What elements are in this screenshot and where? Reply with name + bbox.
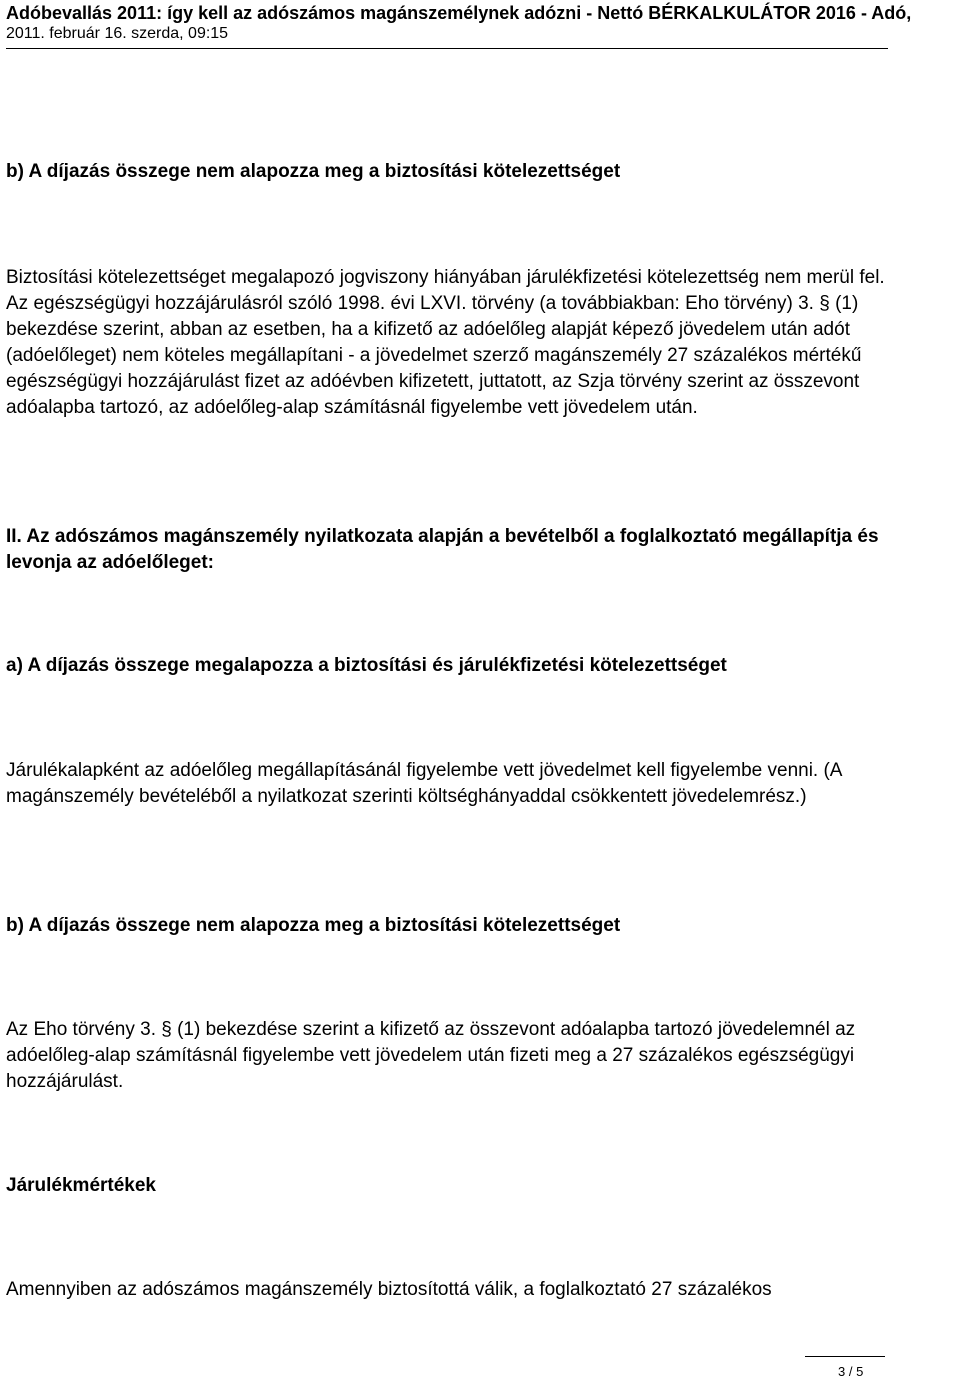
document-date: 2011. február 16. szerda, 09:15 [6, 25, 229, 42]
paragraph-eho-intro: Biztosítási kötelezettséget megalapozó jogviszony hiányában járulékfizetési kötelezettség nem merül fel. Az egészségügyi hozzájárulásról szóló 1998. évi LXVI. törvény (a továbbiakban: Eho törvény) 3. § (1) bekezdése szerint, abban az esetben, ha a kifizető az adóelőleg alapját képező jövedelem után adót (adóelőleget) nem köteles megállapítani - a jövedelmet szerző magánszemély 27 százalékos mértékű egészségügyi hozzájárulást fizet az adóévben kifizetett, juttatott, az Szja törvény szerint az összevont adóalapba tartozó, az adóelőleg-alap számításnál figyelembe vett jövedelem után. [6, 267, 885, 418]
paragraph-eho-kifizeto: Az Eho törvény 3. § (1) bekezdése szerint a kifizető az összevont adóalapba tartozó jövedelemnél az adóelőleg-alap számításnál figyelembe vett jövedelem után fizeti meg a 27 százalékos egészségügyi hozzájárulást. [6, 1019, 856, 1092]
header-divider [6, 48, 888, 49]
paragraph-jarulekalap: Járulékalapként az adóelőleg megállapításánál figyelembe vett jövedelmet kell figyelembe venni. (A magánszemély bevételéből a nyilatkozat szerinti költséghányaddal csökkentett jövedelemrész.) [6, 760, 842, 807]
heading-section-ii: II. Az adószámos magánszemély nyilatkozata alapján a bevételből a foglalkoztató megállapítja és levonja az adóelőleget: [6, 526, 879, 573]
page-header [6, 0, 960, 44]
document-title: Adóbevallás 2011: így kell az adószámos magánszemélynek adózni - Nettó BÉRKALKULÁTOR 2016 - Adó, [6, 3, 912, 23]
heading-b-second: b) A díjazás összege nem alapozza meg a biztosítási kötelezettséget [6, 915, 621, 936]
heading-jarulekmertekek: Járulékmértékek [6, 1175, 156, 1196]
heading-a: a) A díjazás összege megalapozza a biztosítási és járulékfizetési kötelezettséget [6, 655, 727, 676]
heading-b-first: b) A díjazás összege nem alapozza meg a biztosítási kötelezettséget [6, 161, 621, 182]
paragraph-biztositott: Amennyiben az adószámos magánszemély biztosítottá válik, a foglalkoztató 27 százalékos [6, 1279, 772, 1300]
footer-divider [805, 1356, 885, 1357]
page-number: 3 / 5 [838, 1364, 864, 1379]
